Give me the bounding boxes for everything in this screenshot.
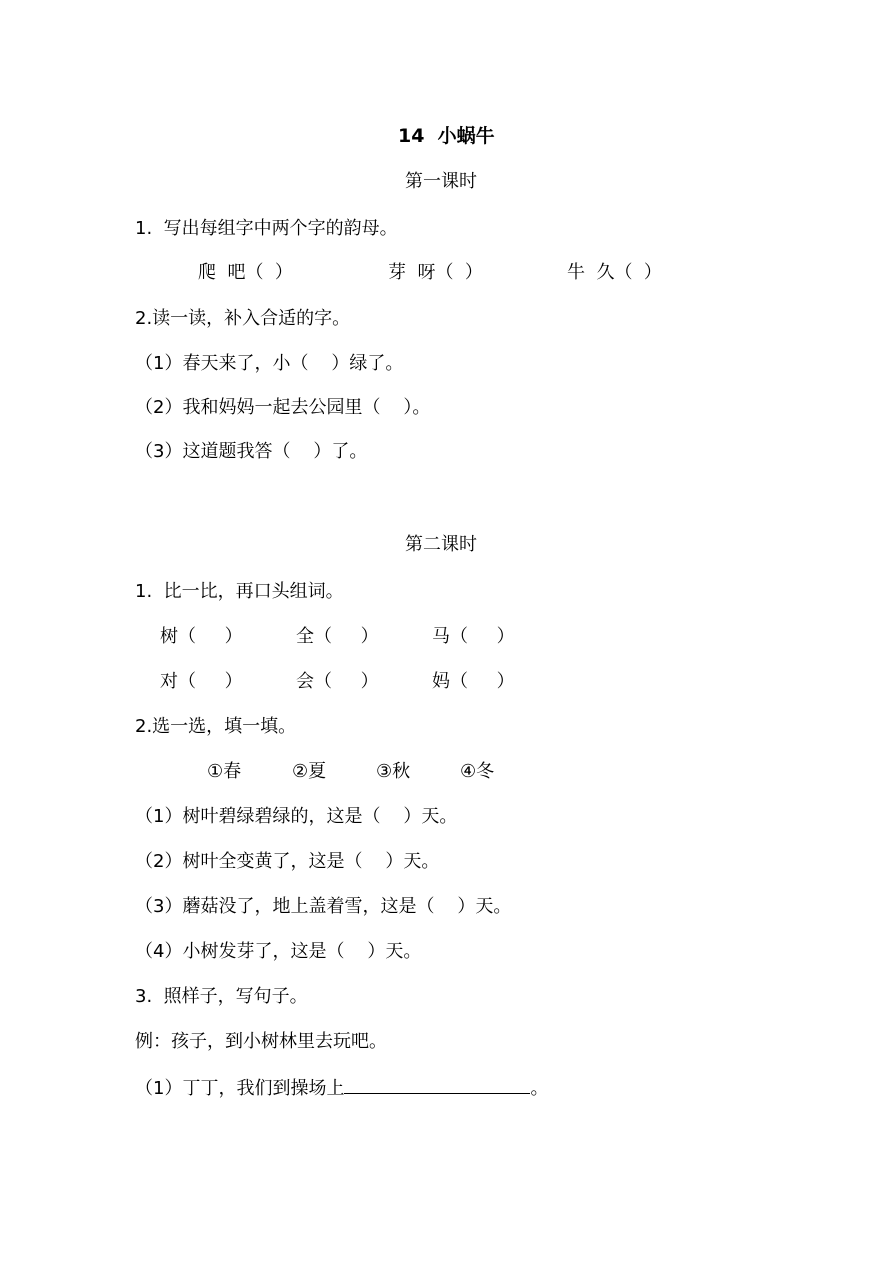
season-option: ③秋 bbox=[376, 761, 411, 782]
lesson-2-heading: 第二课时 bbox=[405, 534, 477, 555]
word-item: 对（ ） bbox=[160, 671, 243, 692]
season-option: ④冬 bbox=[460, 761, 495, 782]
rhyme-group-3: 牛 久（ ） bbox=[567, 262, 662, 283]
fill-item: （1）春天来了，小（ ）绿了。 bbox=[135, 353, 404, 374]
lesson-1-heading: 第一课时 bbox=[405, 171, 477, 192]
season-option: ②夏 bbox=[292, 761, 327, 782]
lesson-2-question-1: 1. 比一比，再口头组词。 bbox=[135, 581, 344, 602]
sentence-item bbox=[135, 1077, 548, 1100]
word-item: 全（ ） bbox=[296, 626, 379, 647]
season-item: （2）树叶全变黄了，这是（ ）天。 bbox=[135, 851, 440, 872]
example-sentence: 例：孩子，到小树林里去玩吧。 bbox=[135, 1031, 387, 1052]
fill-item: （2）我和妈妈一起去公园里（ ）。 bbox=[135, 397, 431, 418]
word-item: 会（ ） bbox=[296, 671, 379, 692]
lesson-2-question-2: 2.选一选，填一填。 bbox=[135, 716, 297, 737]
season-item: （4）小树发芽了，这是（ ）天。 bbox=[135, 941, 422, 962]
word-item: 树（ ） bbox=[160, 626, 243, 647]
season-item: （1）树叶碧绿碧绿的，这是（ ）天。 bbox=[135, 806, 458, 827]
sentence-item-prefix: （1）丁丁，我们到操场上 bbox=[135, 1078, 345, 1099]
rhyme-group-2: 芽 呀（ ） bbox=[388, 262, 483, 283]
word-item: 妈（ ） bbox=[432, 671, 515, 692]
lesson-1-question-1: 1. 写出每组字中两个字的韵母。 bbox=[135, 218, 398, 239]
fill-item: （3）这道题我答（ ）了。 bbox=[135, 441, 368, 462]
lesson-1-question-2: 2.读一读，补入合适的字。 bbox=[135, 308, 351, 329]
season-option: ①春 bbox=[207, 761, 242, 782]
sentence-item-suffix: 。 bbox=[530, 1078, 549, 1099]
lesson-2-question-3: 3. 照样子，写句子。 bbox=[135, 986, 308, 1007]
answer-blank-line[interactable] bbox=[344, 1077, 530, 1094]
rhyme-group-1: 爬 吧（ ） bbox=[198, 262, 293, 283]
page-title: 14 小蜗牛 bbox=[398, 125, 495, 147]
season-item: （3）蘑菇没了，地上盖着雪，这是（ ）天。 bbox=[135, 896, 512, 917]
word-item: 马（ ） bbox=[432, 626, 515, 647]
